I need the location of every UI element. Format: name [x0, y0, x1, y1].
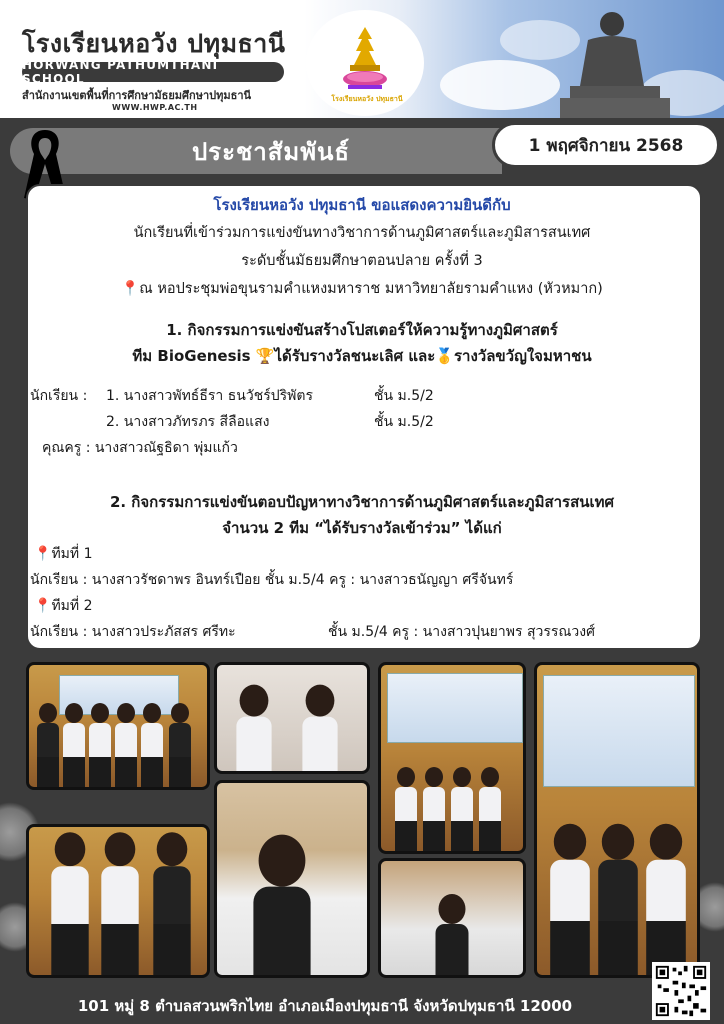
logo-caption: โรงเรียนหอวัง ปทุมธานี [331, 95, 403, 103]
student-label: นักเรียน : [30, 388, 88, 404]
team-2-label: ทีมที่ 2 [51, 598, 93, 614]
school-name-thai: โรงเรียนหอวัง ปทุมธานี [22, 29, 286, 58]
school-name-english: HORWANG PATHUMTHANI SCHOOL [22, 62, 284, 82]
round-pushpin-icon: 📍 [34, 598, 52, 614]
person-figure [395, 767, 417, 851]
activity-1-student-1-class: ชั้น ม.5/2 [374, 388, 434, 404]
person-figure [89, 703, 111, 787]
person-figure [51, 832, 88, 975]
person-figure [479, 767, 501, 851]
trophy-icon: 🏆 [255, 347, 275, 365]
event-photo-5 [378, 858, 526, 978]
team-1-members: นักเรียน : นางสาวรัชดาพร อินทร์เปือย ชั้น ม.5/4 ครู : นางสาวธนัญญา ศรีจันทร์ [30, 572, 514, 588]
activity-1-title-line-2 [0, 344, 724, 368]
team-2-student: นักเรียน : นางสาวประภัสสร ศรีทะ [30, 624, 236, 640]
event-photo-7 [26, 824, 210, 978]
person-figure [236, 685, 271, 771]
event-photo-2 [214, 662, 370, 774]
activity-2-title-line-2: จำนวน 2 ทีม “ได้รับรางวัลเข้าร่วม” ได้แก่ [222, 519, 502, 537]
qr-code-icon[interactable] [652, 962, 710, 1020]
person-figure [302, 685, 337, 771]
intro-line-2: ระดับชั้นมัธยมศึกษาตอนปลาย ครั้งที่ 3 [241, 253, 483, 269]
event-photo-3 [214, 780, 370, 978]
person-figure [550, 824, 590, 975]
location-line [0, 277, 724, 300]
congratulation-heading: โรงเรียนหอวัง ปทุมธานี ขอแสดงความยินดีกับ [213, 196, 511, 214]
activity-1-title-line-1: 1. กิจกรรมการแข่งขันสร้างโปสเตอร์ให้ความรู้ทางภูมิศาสตร์ [166, 321, 558, 339]
team-2-class-teacher: ชั้น ม.5/4 ครู : นางสาวปุนยาพร สุวรรณวงศ์ [328, 624, 595, 640]
announcement-title-bar [10, 128, 502, 174]
photo-collage [0, 652, 724, 990]
person-figure [451, 767, 473, 851]
medal-icon: 🥇 [435, 347, 454, 365]
projector-screen [543, 675, 695, 787]
team-1-heading [34, 543, 92, 565]
popular-prize-text: รางวัลขวัญใจมหาชน [453, 347, 592, 365]
activity-2-title-line-1: 2. กิจกรรมการแข่งขันตอบปัญหาทางวิชาการด้านภูมิศาสตร์และภูมิสารสนเทศ [109, 493, 615, 511]
person-figure [436, 894, 469, 975]
intro-line-1: นักเรียนที่เข้าร่วมการแข่งขันทางวิชาการด้านภูมิศาสตร์และภูมิสารสนเทศ [133, 225, 591, 241]
school-website[interactable]: WWW.HWP.AC.TH [112, 103, 198, 112]
activity-1-student-2-class: ชั้น ม.5/2 [374, 414, 434, 430]
person-figure [63, 703, 85, 787]
school-address: 101 หมู่ 8 ตำบลสวนพริกไทย อำเภอเมืองปทุมธานี จังหวัดปทุมธานี 12000 [77, 997, 573, 1015]
person-figure [37, 703, 59, 787]
team-name: ทีม BioGenesis [132, 347, 256, 365]
event-photo-6 [534, 662, 700, 978]
school-emblem-icon [330, 23, 400, 103]
education-office-name: สำนักงานเขตพื้นที่การศึกษามัธยมศึกษาปทุมธานี [22, 89, 252, 102]
monument-statue-image [540, 6, 690, 120]
person-figure [253, 835, 310, 975]
person-figure [646, 824, 686, 975]
person-figure [423, 767, 445, 851]
person-figure [141, 703, 163, 787]
person-figure [598, 824, 638, 975]
person-figure [153, 832, 190, 975]
activity-1-student-1-name: 1. นางสาวพัทธ์ธีรา ธนวัชร์ปริพัตร [106, 388, 313, 404]
first-prize-text: ได้รับรางวัลชนะเลิศ และ [274, 347, 436, 365]
event-photo-4 [378, 662, 526, 854]
person-figure [115, 703, 137, 787]
team-2-heading [34, 595, 92, 617]
person-figure [169, 703, 191, 787]
projector-screen [387, 673, 523, 743]
announcement-date: 1 พฤศจิกายน 2568 [492, 122, 720, 168]
activity-1-student-2-name: 2. นางสาวภัทรภร สีลือแสง [106, 414, 270, 430]
page-header [0, 0, 724, 120]
round-pushpin-icon: 📍 [121, 281, 140, 297]
person-figure [101, 832, 138, 975]
activity-1-teacher: คุณครู : นางสาวณัฐธิดา พุ่มแก้ว [42, 440, 238, 456]
location-text: ณ หอประชุมพ่อขุนรามคำแหงมหาราช มหาวิทยาลัยรามคำแหง (หัวหมาก) [139, 281, 603, 297]
team-1-label: ทีมที่ 1 [51, 546, 93, 562]
round-pushpin-icon: 📍 [34, 546, 52, 562]
announcement-title: ประชาสัมพันธ์ [191, 137, 351, 166]
event-photo-1 [26, 662, 210, 790]
